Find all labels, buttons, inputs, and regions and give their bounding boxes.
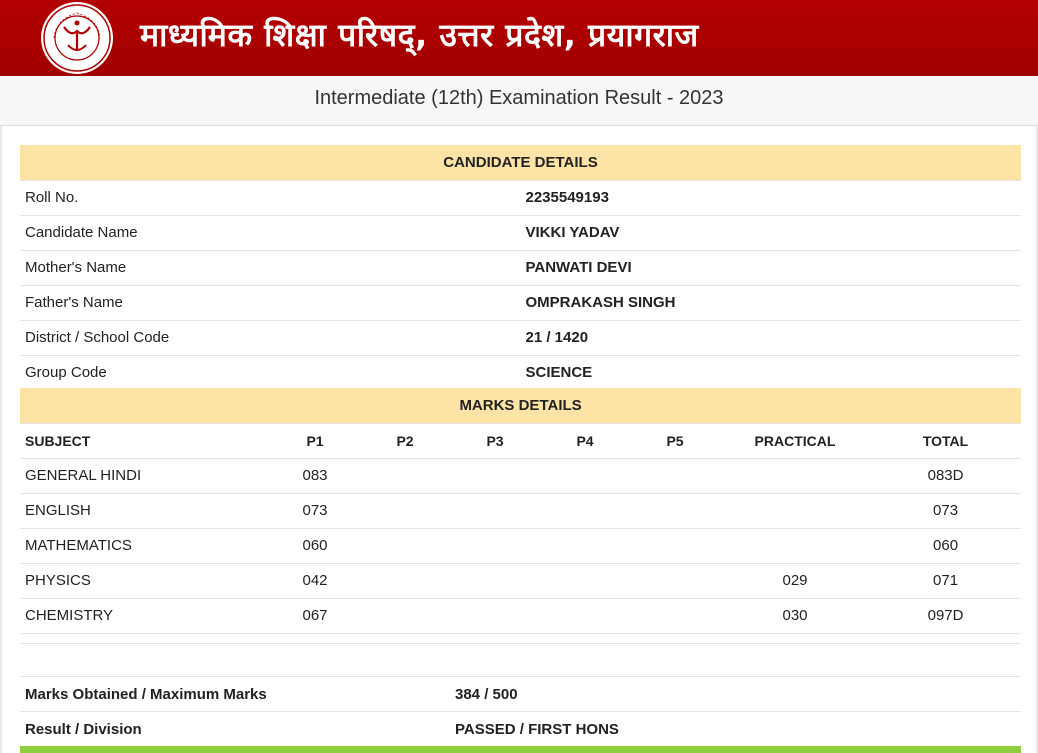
candidate-row	[20, 250, 1021, 285]
header-banner	[0, 0, 1038, 76]
frame-left-border	[0, 126, 2, 753]
p2-cell	[360, 458, 450, 493]
total-cell: 071	[870, 563, 1021, 598]
p4-cell	[540, 528, 630, 563]
p5-cell	[630, 493, 720, 528]
district-school-value: 21 / 1420	[521, 320, 1022, 355]
col-header-total: TOTAL	[870, 423, 1021, 458]
roll-no-label: Roll No.	[20, 180, 521, 215]
result-summary-table	[20, 676, 1021, 747]
p2-cell	[360, 528, 450, 563]
p5-cell	[630, 598, 720, 633]
total-cell: 073	[870, 493, 1021, 528]
candidate-name-value: VIKKI YADAV	[521, 215, 1022, 250]
candidate-row	[20, 180, 1021, 215]
board-emblem-icon	[40, 1, 114, 75]
col-header-subject: SUBJECT	[20, 423, 270, 458]
p5-cell	[630, 563, 720, 598]
p2-cell	[360, 563, 450, 598]
table-row	[20, 458, 1021, 493]
candidate-details-heading: CANDIDATE DETAILS	[20, 145, 1021, 180]
p2-cell	[360, 598, 450, 633]
group-code-value: SCIENCE	[521, 355, 1022, 390]
subject-cell: CHEMISTRY	[20, 598, 270, 633]
practical-cell: 030	[720, 598, 870, 633]
total-cell: 060	[870, 528, 1021, 563]
table-row	[20, 563, 1021, 598]
candidate-row	[20, 215, 1021, 250]
table-row	[20, 493, 1021, 528]
total-cell: 097D	[870, 598, 1021, 633]
candidate-name-label: Candidate Name	[20, 215, 521, 250]
result-status-bar	[20, 746, 1021, 753]
marks-details-heading: MARKS DETAILS	[20, 388, 1021, 423]
marks-header-row	[20, 423, 1021, 458]
col-header-p1: P1	[270, 423, 360, 458]
p1-cell: 073	[270, 493, 360, 528]
practical-cell	[720, 458, 870, 493]
p1-cell: 060	[270, 528, 360, 563]
result-division-label: Result / Division	[20, 712, 450, 747]
spacer-cell	[20, 633, 1021, 643]
p5-cell	[630, 458, 720, 493]
p3-cell	[450, 598, 540, 633]
spacer-row	[20, 633, 1021, 643]
subject-cell: GENERAL HINDI	[20, 458, 270, 493]
p4-cell	[540, 598, 630, 633]
p3-cell	[450, 528, 540, 563]
table-row	[20, 528, 1021, 563]
roll-no-value: 2235549193	[521, 180, 1022, 215]
col-header-p5: P5	[630, 423, 720, 458]
practical-cell: 029	[720, 563, 870, 598]
col-header-p4: P4	[540, 423, 630, 458]
mother-name-value: PANWATI DEVI	[521, 250, 1022, 285]
col-header-p2: P2	[360, 423, 450, 458]
p4-cell	[540, 458, 630, 493]
father-name-value: OMPRAKASH SINGH	[521, 285, 1022, 320]
p4-cell	[540, 493, 630, 528]
p3-cell	[450, 493, 540, 528]
p1-cell: 083	[270, 458, 360, 493]
candidate-row	[20, 320, 1021, 355]
mother-name-label: Mother's Name	[20, 250, 521, 285]
candidate-row	[20, 355, 1021, 390]
father-name-label: Father's Name	[20, 285, 521, 320]
district-school-label: District / School Code	[20, 320, 521, 355]
practical-cell	[720, 493, 870, 528]
marks-obtained-value: 384 / 500	[450, 677, 1021, 712]
p1-cell: 042	[270, 563, 360, 598]
marks-details-table	[20, 388, 1021, 644]
marks-obtained-row	[20, 677, 1021, 712]
result-division-row	[20, 712, 1021, 747]
practical-cell	[720, 528, 870, 563]
col-header-p3: P3	[450, 423, 540, 458]
group-code-label: Group Code	[20, 355, 521, 390]
page-title: Intermediate (12th) Examination Result - 2023	[0, 76, 1038, 126]
col-header-practical: PRACTICAL	[720, 423, 870, 458]
table-row	[20, 598, 1021, 633]
marks-obtained-label: Marks Obtained / Maximum Marks	[20, 677, 450, 712]
candidate-row	[20, 285, 1021, 320]
p1-cell: 067	[270, 598, 360, 633]
result-division-value: PASSED / FIRST HONS	[450, 712, 1021, 747]
subject-cell: ENGLISH	[20, 493, 270, 528]
total-cell: 083D	[870, 458, 1021, 493]
subject-cell: PHYSICS	[20, 563, 270, 598]
p5-cell	[630, 528, 720, 563]
p3-cell	[450, 563, 540, 598]
candidate-details-table	[20, 145, 1021, 391]
p2-cell	[360, 493, 450, 528]
board-title: माध्यमिक शिक्षा परिषद्, उत्तर प्रदेश, प्रयागराज	[140, 16, 699, 54]
p3-cell	[450, 458, 540, 493]
p4-cell	[540, 563, 630, 598]
subject-cell: MATHEMATICS	[20, 528, 270, 563]
